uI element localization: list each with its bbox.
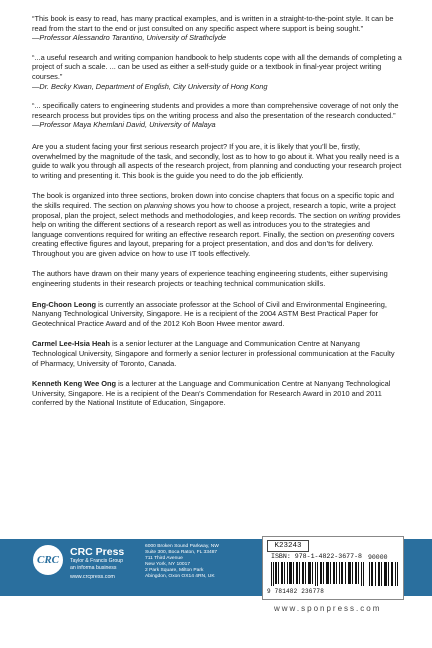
back-cover-text: [32, 14, 402, 419]
publisher-informa: an informa business: [70, 565, 117, 571]
website-link[interactable]: www.sponpress.com: [274, 604, 382, 613]
address-line: Abingdon, Oxon OX14 4RN, UK: [145, 574, 215, 580]
author-bio: [32, 339, 402, 368]
structure-text: provides help on writing the different sections of a research report as well as introduces you to the strategies and language conventions required for writing an effective research report. Finally, the section on: [32, 210, 401, 239]
section-name-planning: planning: [144, 200, 172, 210]
product-code: K23243: [267, 540, 309, 552]
isbn-text: ISBN: 978-1-4822-3677-8: [271, 553, 363, 560]
structure-text: The book is organized into three sections, broken down into concise chapters that focus on a specific topic and the skills required. The section on: [32, 191, 394, 210]
quote-text: “This book is easy to read, has many practical examples, and is written in a straight-to-the-point style. It can be read from the start to the end or just consulted on any specific aspect where support is being sought.”: [32, 14, 394, 33]
section-name-writing: writing: [349, 210, 371, 220]
quote-attribution: —Professor Maya Khemlani David, University of Malaya: [32, 120, 216, 130]
section-name-presenting: presenting: [336, 229, 371, 239]
price-code: 90000: [368, 554, 388, 561]
author-name: Eng-Choon Leong: [32, 299, 97, 309]
author-name: Kenneth Keng Wee Ong: [32, 379, 117, 389]
isbn-barcode-icon: [271, 562, 365, 586]
address-line: 6000 Broken Sound Parkway, NW: [145, 544, 219, 549]
intro-paragraph: Are you a student facing your first serious research project? If you are, it is likely that you’ll be, firstly, overwhelmed by the magnitude of the task, and secondly, lost as to how to go about it. What you really need is a guide to walk you through all aspects of the research project, from planning and conducting your research project to writing and presenting it. This book is the guide you need to do the job efficiently.: [32, 141, 402, 180]
publisher-name: CRC Press: [70, 546, 125, 558]
publisher-group: Taylor & Francis Group: [70, 558, 124, 564]
address-line: Suite 300, Boca Raton, FL 33487: [145, 550, 218, 556]
author-bio-text: is a senior lecturer at the Language and Communication Centre at Nanyang Technological University, Singapore and formerly a senior lecturer in professional communication at the Faculty of Pharmacy, University of Toronto, Canada.: [32, 339, 395, 368]
author-bio-text: is currently an associate professor at the School of Civil and Environmental Engineering, Nanyang Technological University, Singapore. He is a recipient of the 2004 ASTM Best Practical Paper for Geotechnical Practice Award and of the 2012 Koh Boon Hwee mentor award.: [32, 299, 387, 328]
structure-text: shows you how to choose a project, research a topic, write a project proposal, plan the project, select methods and methodologies, and keep records. The section on: [32, 200, 396, 220]
author-bio: [32, 379, 402, 408]
structure-text: covers creating effective figures and layout, preparing for a project presentation, and dos and don’ts for delivery. Throughout you are given advice on how to use IT tools effectively.: [32, 229, 395, 258]
barcode-digits: 9 781482 236778: [267, 588, 325, 595]
review-quote: [32, 53, 402, 91]
author-bio: [32, 300, 402, 329]
publisher-url[interactable]: www.crcpress.com: [70, 574, 115, 580]
crc-logo-icon: CRC: [33, 545, 63, 575]
quote-text: “... specifically caters to engineering students and provides a more than comprehensive coverage of not only the research process but provides tips on the writing process and also the presentation of the research conducted.”: [32, 101, 399, 120]
barcode-panel: [262, 536, 404, 600]
structure-paragraph: [32, 191, 402, 258]
publisher-brand: [70, 546, 124, 581]
quote-text: “...a useful research and writing companion handbook to help students cope with all the demands of completing a project of such a scale. ... can be used as either a self-study guide or a textbook in final-year project writing courses.”: [32, 52, 402, 81]
address-line: 2 Park Square, Milton Park: [145, 568, 204, 574]
price-barcode-icon: [369, 562, 399, 586]
author-name: Carmel Lee-Hsia Heah: [32, 339, 111, 349]
author-bio-text: is a lecturer at the Language and Communication Centre at Nanyang Technological University, Singapore. He is a recipient of the Dean’s Commendation for Research Award in 2010 and 2011 conferred by the National Institute of Education, Singapore.: [32, 379, 391, 408]
quote-attribution: —Dr. Becky Kwan, Department of English, City University of Hong Kong: [32, 81, 268, 91]
address-line: New York, NY 10017: [145, 562, 191, 568]
authors-intro-paragraph: The authors have drawn on their many years of experience teaching engineering students, either supervising engineering students in their research projects or teaching technical communication skills.: [32, 269, 388, 289]
address-line: 711 Third Avenue: [145, 556, 183, 562]
review-quote: [32, 14, 402, 43]
review-quote: [32, 101, 402, 130]
quote-attribution: —Professor Alessandro Tarantino, University of Strathclyde: [32, 33, 227, 43]
publisher-address: [145, 544, 219, 581]
